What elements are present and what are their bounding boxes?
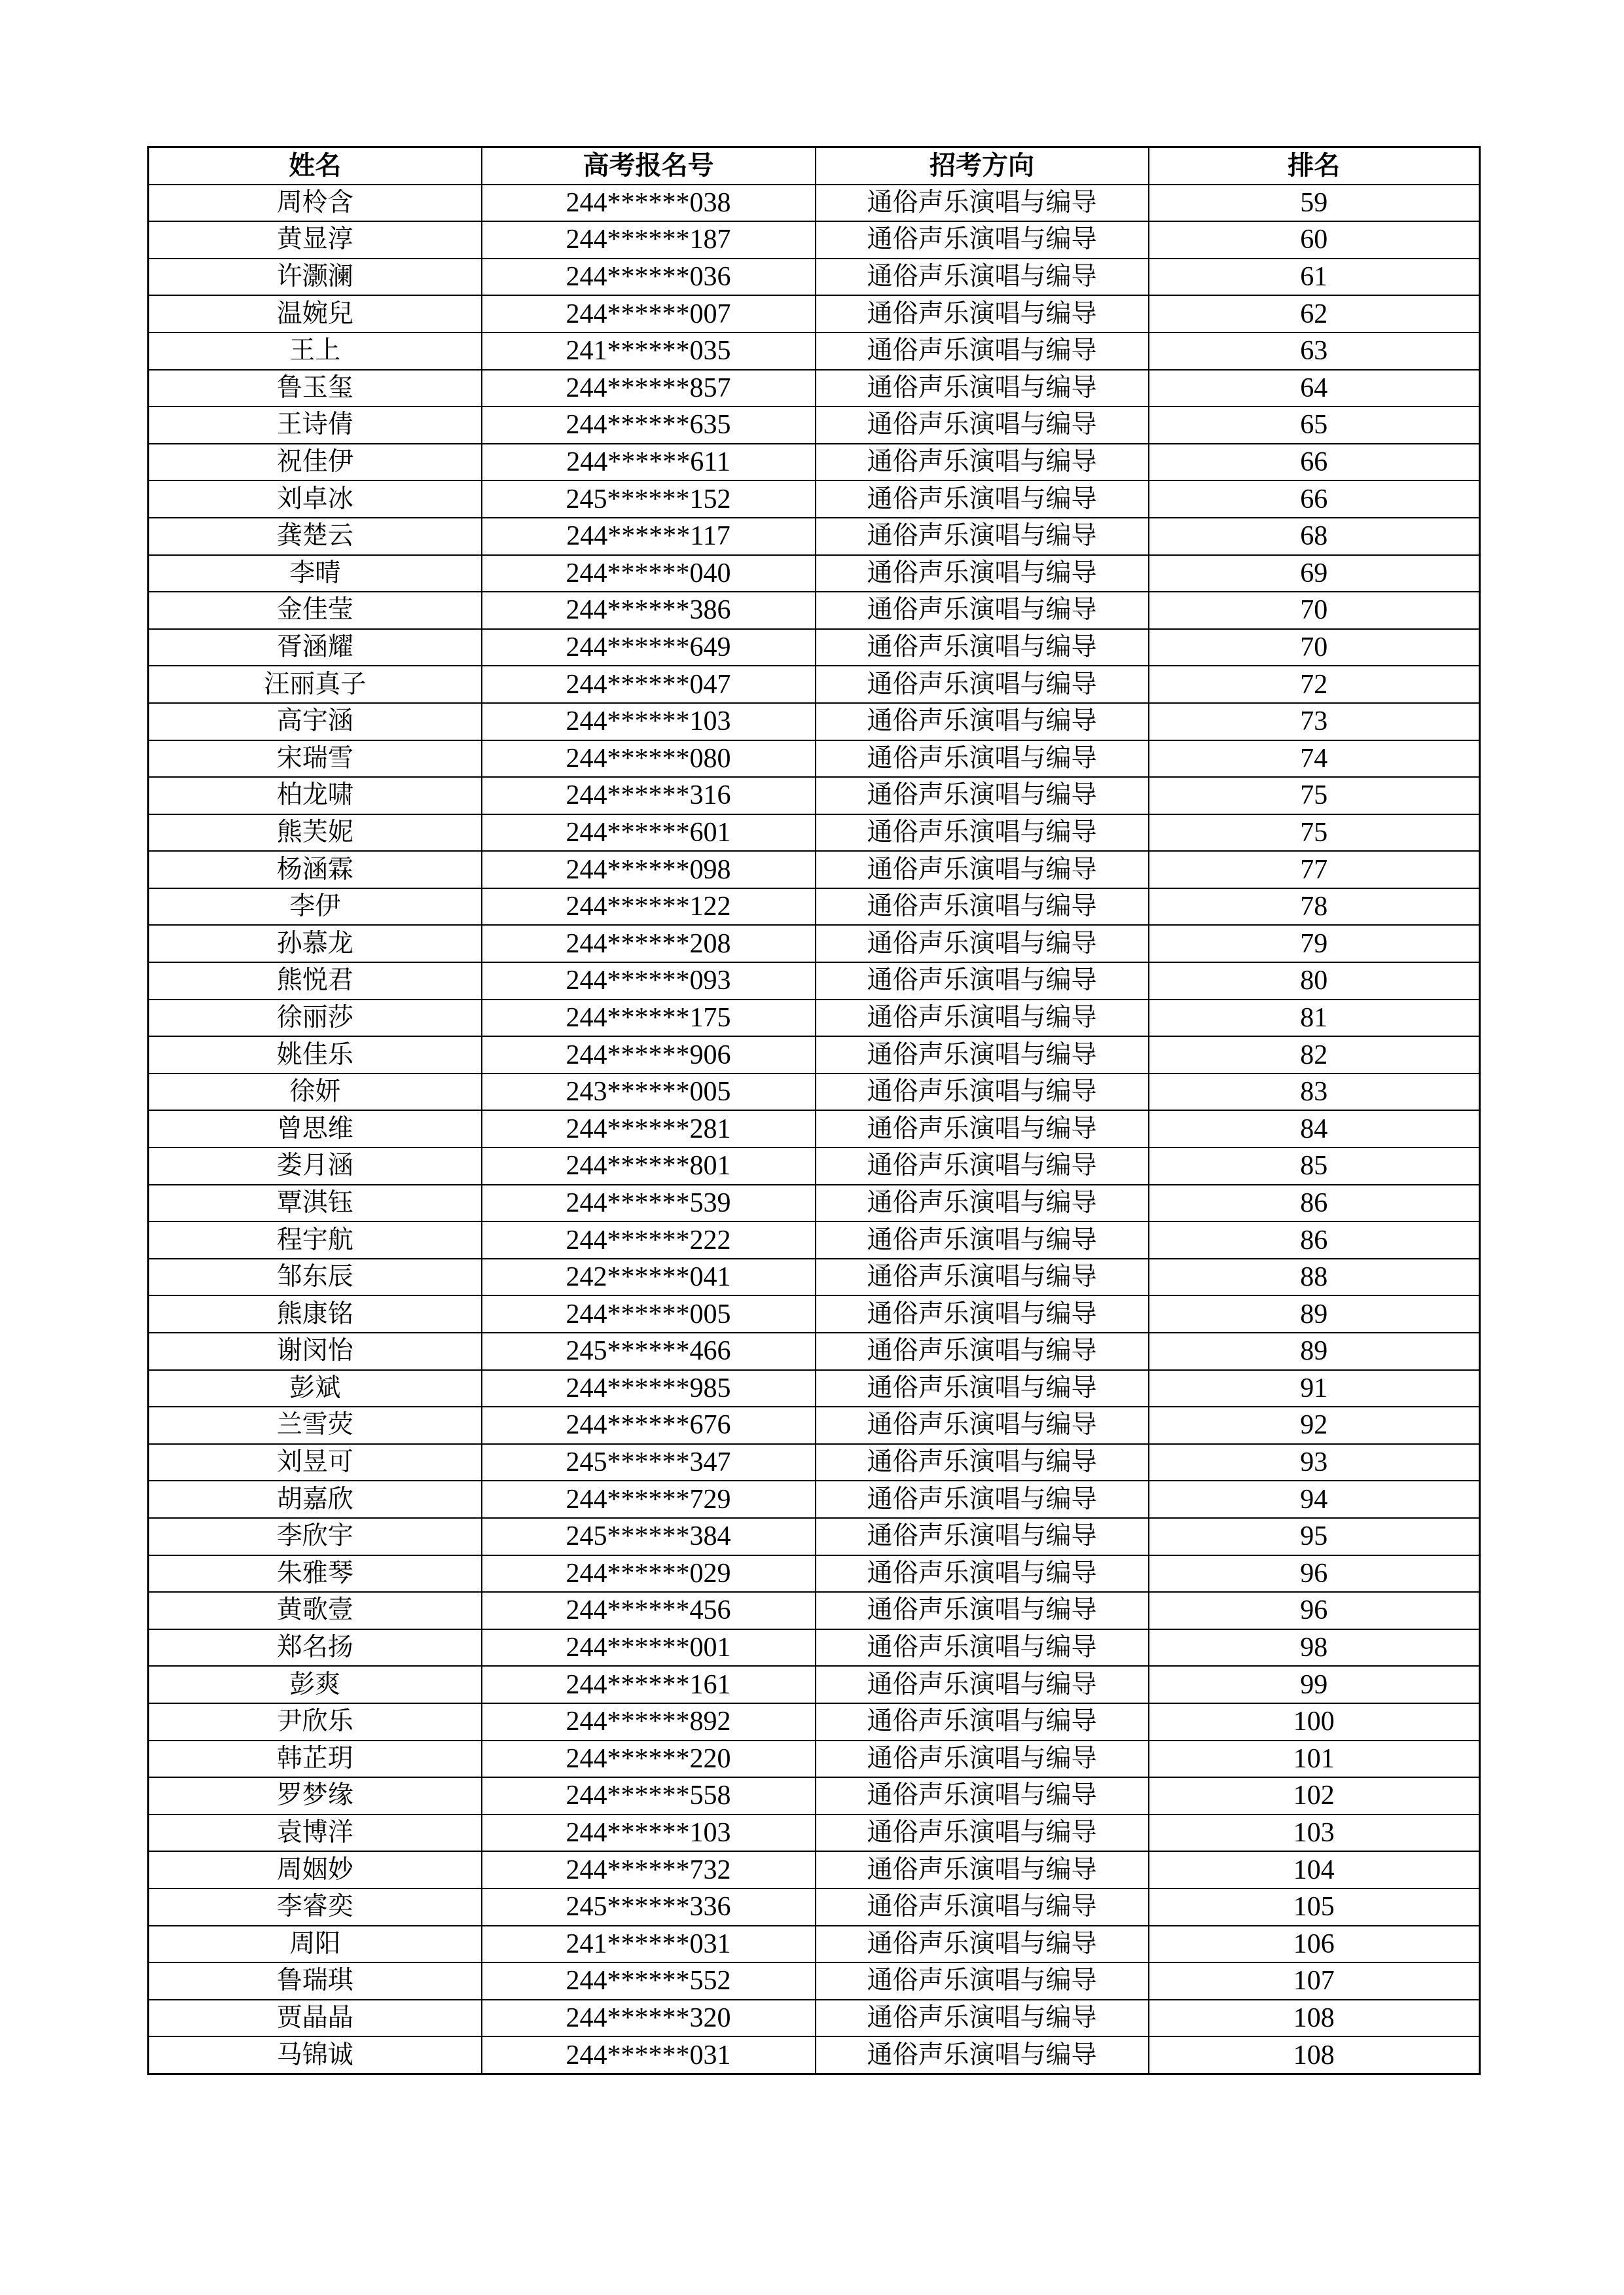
- cell-name: 袁博洋: [149, 1815, 482, 1852]
- cell-exam-id: 244******031: [482, 2036, 816, 2074]
- cell-direction: 通俗声乐演唱与编导: [816, 333, 1149, 370]
- table-row: [149, 1629, 1480, 1667]
- cell-exam-id: 244******801: [482, 1148, 816, 1185]
- cell-name: 周柃含: [149, 185, 482, 222]
- cell-direction: 通俗声乐演唱与编导: [816, 2000, 1149, 2037]
- cell-exam-id: 244******729: [482, 1481, 816, 1518]
- cell-direction: 通俗声乐演唱与编导: [816, 1629, 1149, 1667]
- cell-rank: 77: [1149, 851, 1480, 888]
- table-body: [149, 185, 1480, 2074]
- cell-exam-id: 244******635: [482, 407, 816, 444]
- cell-exam-id: 244******001: [482, 1629, 816, 1667]
- cell-direction: 通俗声乐演唱与编导: [816, 295, 1149, 333]
- cell-name: 熊悦君: [149, 962, 482, 1000]
- cell-rank: 73: [1149, 703, 1480, 740]
- table-row: [149, 1741, 1480, 1778]
- cell-name: 周阳: [149, 1926, 482, 1963]
- cell-direction: 通俗声乐演唱与编导: [816, 185, 1149, 222]
- table-row: [149, 740, 1480, 778]
- cell-exam-id: 241******031: [482, 1926, 816, 1963]
- table-row: [149, 1444, 1480, 1481]
- cell-direction: 通俗声乐演唱与编导: [816, 1036, 1149, 1074]
- cell-name: 汪丽真子: [149, 666, 482, 703]
- cell-rank: 65: [1149, 407, 1480, 444]
- cell-direction: 通俗声乐演唱与编导: [816, 1741, 1149, 1778]
- cell-exam-id: 244******539: [482, 1185, 816, 1222]
- cell-name: 龚楚云: [149, 518, 482, 555]
- table-row: [149, 666, 1480, 703]
- cell-name: 李睿奕: [149, 1888, 482, 1926]
- cell-name: 杨涵霖: [149, 851, 482, 888]
- cell-direction: 通俗声乐演唱与编导: [816, 777, 1149, 814]
- cell-name: 祝佳伊: [149, 444, 482, 481]
- table-row: [149, 1185, 1480, 1222]
- cell-direction: 通俗声乐演唱与编导: [816, 1370, 1149, 1407]
- cell-rank: 92: [1149, 1407, 1480, 1444]
- header-name: 姓名: [149, 147, 482, 185]
- cell-direction: 通俗声乐演唱与编导: [816, 1555, 1149, 1593]
- cell-rank: 100: [1149, 1703, 1480, 1741]
- cell-direction: 通俗声乐演唱与编导: [816, 1333, 1149, 1370]
- table-row: [149, 1888, 1480, 1926]
- cell-exam-id: 244******601: [482, 814, 816, 852]
- cell-exam-id: 245******336: [482, 1888, 816, 1926]
- cell-exam-id: 244******316: [482, 777, 816, 814]
- table-row: [149, 1851, 1480, 1888]
- table-row: [149, 1221, 1480, 1259]
- cell-exam-id: 244******029: [482, 1555, 816, 1593]
- cell-name: 覃淇钰: [149, 1185, 482, 1222]
- cell-direction: 通俗声乐演唱与编导: [816, 1110, 1149, 1148]
- cell-direction: 通俗声乐演唱与编导: [816, 259, 1149, 296]
- cell-rank: 81: [1149, 1000, 1480, 1037]
- cell-exam-id: 245******384: [482, 1518, 816, 1555]
- cell-name: 韩芷玥: [149, 1741, 482, 1778]
- cell-rank: 104: [1149, 1851, 1480, 1888]
- cell-direction: 通俗声乐演唱与编导: [816, 925, 1149, 962]
- table-row: [149, 185, 1480, 222]
- cell-rank: 94: [1149, 1481, 1480, 1518]
- table-row: [149, 1777, 1480, 1815]
- cell-name: 孙慕龙: [149, 925, 482, 962]
- cell-exam-id: 244******175: [482, 1000, 816, 1037]
- cell-rank: 96: [1149, 1592, 1480, 1629]
- cell-direction: 通俗声乐演唱与编导: [816, 703, 1149, 740]
- table-row: [149, 480, 1480, 518]
- cell-rank: 79: [1149, 925, 1480, 962]
- cell-name: 程宇航: [149, 1221, 482, 1259]
- cell-name: 曾思维: [149, 1110, 482, 1148]
- cell-exam-id: 244******038: [482, 185, 816, 222]
- cell-name: 彭斌: [149, 1370, 482, 1407]
- table-row: [149, 1481, 1480, 1518]
- cell-direction: 通俗声乐演唱与编导: [816, 1592, 1149, 1629]
- cell-name: 熊芙妮: [149, 814, 482, 852]
- cell-exam-id: 243******005: [482, 1074, 816, 1111]
- cell-rank: 80: [1149, 962, 1480, 1000]
- cell-name: 鲁玉玺: [149, 370, 482, 407]
- cell-exam-id: 244******456: [482, 1592, 816, 1629]
- cell-name: 姚佳乐: [149, 1036, 482, 1074]
- table-row: [149, 1148, 1480, 1185]
- cell-name: 尹欣乐: [149, 1703, 482, 1741]
- table-row: [149, 851, 1480, 888]
- cell-rank: 86: [1149, 1221, 1480, 1259]
- cell-direction: 通俗声乐演唱与编导: [816, 1815, 1149, 1852]
- cell-name: 彭爽: [149, 1666, 482, 1703]
- cell-rank: 75: [1149, 814, 1480, 852]
- table-row: [149, 1703, 1480, 1741]
- table-row: [149, 1666, 1480, 1703]
- cell-rank: 84: [1149, 1110, 1480, 1148]
- cell-rank: 69: [1149, 555, 1480, 592]
- cell-direction: 通俗声乐演唱与编导: [816, 1295, 1149, 1333]
- cell-rank: 68: [1149, 518, 1480, 555]
- cell-direction: 通俗声乐演唱与编导: [816, 814, 1149, 852]
- cell-exam-id: 244******320: [482, 2000, 816, 2037]
- cell-direction: 通俗声乐演唱与编导: [816, 480, 1149, 518]
- table-row: [149, 814, 1480, 852]
- table-row: [149, 333, 1480, 370]
- cell-exam-id: 244******161: [482, 1666, 816, 1703]
- cell-direction: 通俗声乐演唱与编导: [816, 1888, 1149, 1926]
- table-row: [149, 1926, 1480, 1963]
- table-row: [149, 1815, 1480, 1852]
- cell-exam-id: 244******222: [482, 1221, 816, 1259]
- cell-rank: 95: [1149, 1518, 1480, 1555]
- cell-rank: 93: [1149, 1444, 1480, 1481]
- cell-exam-id: 244******040: [482, 555, 816, 592]
- cell-rank: 78: [1149, 888, 1480, 926]
- cell-name: 王上: [149, 333, 482, 370]
- cell-rank: 98: [1149, 1629, 1480, 1667]
- cell-exam-id: 244******985: [482, 1370, 816, 1407]
- cell-name: 李伊: [149, 888, 482, 926]
- cell-direction: 通俗声乐演唱与编导: [816, 851, 1149, 888]
- table-row: [149, 888, 1480, 926]
- cell-exam-id: 244******122: [482, 888, 816, 926]
- cell-direction: 通俗声乐演唱与编导: [816, 1185, 1149, 1222]
- header-exam-id: 高考报名号: [482, 147, 816, 185]
- cell-direction: 通俗声乐演唱与编导: [816, 666, 1149, 703]
- table-header: [149, 147, 1480, 185]
- cell-rank: 85: [1149, 1148, 1480, 1185]
- cell-exam-id: 244******005: [482, 1295, 816, 1333]
- cell-exam-id: 244******676: [482, 1407, 816, 1444]
- table-row: [149, 259, 1480, 296]
- table-row: [149, 703, 1480, 740]
- table-row: [149, 1295, 1480, 1333]
- table-row: [149, 962, 1480, 1000]
- cell-exam-id: 244******036: [482, 259, 816, 296]
- cell-rank: 89: [1149, 1333, 1480, 1370]
- cell-direction: 通俗声乐演唱与编导: [816, 1851, 1149, 1888]
- table-row: [149, 2036, 1480, 2074]
- cell-direction: 通俗声乐演唱与编导: [816, 1148, 1149, 1185]
- table-row: [149, 592, 1480, 629]
- cell-direction: 通俗声乐演唱与编导: [816, 444, 1149, 481]
- cell-direction: 通俗声乐演唱与编导: [816, 1074, 1149, 1111]
- cell-exam-id: 244******187: [482, 221, 816, 259]
- cell-name: 娄月涵: [149, 1148, 482, 1185]
- cell-exam-id: 245******466: [482, 1333, 816, 1370]
- cell-exam-id: 245******347: [482, 1444, 816, 1481]
- cell-exam-id: 244******093: [482, 962, 816, 1000]
- cell-rank: 66: [1149, 444, 1480, 481]
- cell-name: 马锦诚: [149, 2036, 482, 2074]
- cell-direction: 通俗声乐演唱与编导: [816, 629, 1149, 666]
- cell-rank: 66: [1149, 480, 1480, 518]
- cell-rank: 60: [1149, 221, 1480, 259]
- cell-direction: 通俗声乐演唱与编导: [816, 1259, 1149, 1296]
- table-row: [149, 1592, 1480, 1629]
- cell-rank: 75: [1149, 777, 1480, 814]
- cell-rank: 62: [1149, 295, 1480, 333]
- cell-direction: 通俗声乐演唱与编导: [816, 888, 1149, 926]
- cell-direction: 通俗声乐演唱与编导: [816, 1221, 1149, 1259]
- cell-rank: 108: [1149, 2036, 1480, 2074]
- table-row: [149, 629, 1480, 666]
- cell-exam-id: 244******892: [482, 1703, 816, 1741]
- table-row: [149, 2000, 1480, 2037]
- cell-name: 周姻妙: [149, 1851, 482, 1888]
- cell-name: 熊康铭: [149, 1295, 482, 1333]
- cell-rank: 108: [1149, 2000, 1480, 2037]
- cell-name: 邹东辰: [149, 1259, 482, 1296]
- cell-rank: 70: [1149, 629, 1480, 666]
- header-row: [149, 147, 1480, 185]
- cell-exam-id: 244******611: [482, 444, 816, 481]
- cell-rank: 63: [1149, 333, 1480, 370]
- cell-rank: 88: [1149, 1259, 1480, 1296]
- cell-exam-id: 244******552: [482, 1962, 816, 2000]
- cell-direction: 通俗声乐演唱与编导: [816, 407, 1149, 444]
- cell-name: 兰雪荧: [149, 1407, 482, 1444]
- cell-exam-id: 244******103: [482, 703, 816, 740]
- cell-name: 黄显淳: [149, 221, 482, 259]
- cell-exam-id: 241******035: [482, 333, 816, 370]
- cell-exam-id: 244******047: [482, 666, 816, 703]
- cell-name: 宋瑞雪: [149, 740, 482, 778]
- cell-direction: 通俗声乐演唱与编导: [816, 592, 1149, 629]
- table-row: [149, 1370, 1480, 1407]
- cell-name: 刘卓冰: [149, 480, 482, 518]
- cell-name: 谢闵怡: [149, 1333, 482, 1370]
- cell-rank: 64: [1149, 370, 1480, 407]
- cell-exam-id: 244******220: [482, 1741, 816, 1778]
- table-row: [149, 555, 1480, 592]
- cell-rank: 105: [1149, 1888, 1480, 1926]
- cell-exam-id: 244******386: [482, 592, 816, 629]
- table-row: [149, 221, 1480, 259]
- cell-exam-id: 244******098: [482, 851, 816, 888]
- cell-name: 郑名扬: [149, 1629, 482, 1667]
- cell-rank: 106: [1149, 1926, 1480, 1963]
- cell-name: 徐妍: [149, 1074, 482, 1111]
- cell-name: 许灏澜: [149, 259, 482, 296]
- table-row: [149, 1333, 1480, 1370]
- cell-name: 黄歌壹: [149, 1592, 482, 1629]
- cell-name: 贾晶晶: [149, 2000, 482, 2037]
- table-row: [149, 295, 1480, 333]
- cell-direction: 通俗声乐演唱与编导: [816, 2036, 1149, 2074]
- cell-exam-id: 244******117: [482, 518, 816, 555]
- table-row: [149, 1259, 1480, 1296]
- cell-exam-id: 242******041: [482, 1259, 816, 1296]
- table-row: [149, 518, 1480, 555]
- cell-rank: 96: [1149, 1555, 1480, 1593]
- cell-name: 李晴: [149, 555, 482, 592]
- cell-exam-id: 244******281: [482, 1110, 816, 1148]
- cell-direction: 通俗声乐演唱与编导: [816, 1703, 1149, 1741]
- cell-name: 罗梦缘: [149, 1777, 482, 1815]
- table-row: [149, 1518, 1480, 1555]
- cell-name: 高宇涵: [149, 703, 482, 740]
- cell-exam-id: 244******732: [482, 1851, 816, 1888]
- cell-direction: 通俗声乐演唱与编导: [816, 1481, 1149, 1518]
- cell-name: 金佳莹: [149, 592, 482, 629]
- cell-direction: 通俗声乐演唱与编导: [816, 1666, 1149, 1703]
- cell-name: 胥涵耀: [149, 629, 482, 666]
- cell-exam-id: 244******906: [482, 1036, 816, 1074]
- cell-direction: 通俗声乐演唱与编导: [816, 1407, 1149, 1444]
- cell-exam-id: 244******208: [482, 925, 816, 962]
- table-row: [149, 1036, 1480, 1074]
- header-rank: 排名: [1149, 147, 1480, 185]
- cell-exam-id: 244******857: [482, 370, 816, 407]
- cell-exam-id: 244******558: [482, 1777, 816, 1815]
- cell-name: 温婉兒: [149, 295, 482, 333]
- cell-direction: 通俗声乐演唱与编导: [816, 1926, 1149, 1963]
- cell-exam-id: 244******649: [482, 629, 816, 666]
- cell-rank: 107: [1149, 1962, 1480, 2000]
- cell-name: 鲁瑞琪: [149, 1962, 482, 2000]
- cell-rank: 101: [1149, 1741, 1480, 1778]
- cell-rank: 89: [1149, 1295, 1480, 1333]
- cell-name: 胡嘉欣: [149, 1481, 482, 1518]
- header-direction: 招考方向: [816, 147, 1149, 185]
- cell-rank: 99: [1149, 1666, 1480, 1703]
- cell-rank: 102: [1149, 1777, 1480, 1815]
- cell-name: 朱雅琴: [149, 1555, 482, 1593]
- cell-name: 柏龙啸: [149, 777, 482, 814]
- cell-exam-id: 244******007: [482, 295, 816, 333]
- cell-name: 王诗倩: [149, 407, 482, 444]
- table-row: [149, 1555, 1480, 1593]
- table-row: [149, 925, 1480, 962]
- cell-rank: 74: [1149, 740, 1480, 778]
- table-row: [149, 1074, 1480, 1111]
- cell-direction: 通俗声乐演唱与编导: [816, 740, 1149, 778]
- table-row: [149, 1110, 1480, 1148]
- cell-rank: 82: [1149, 1036, 1480, 1074]
- cell-rank: 86: [1149, 1185, 1480, 1222]
- cell-rank: 91: [1149, 1370, 1480, 1407]
- cell-name: 徐丽莎: [149, 1000, 482, 1037]
- cell-exam-id: 244******080: [482, 740, 816, 778]
- cell-exam-id: 244******103: [482, 1815, 816, 1852]
- cell-rank: 61: [1149, 259, 1480, 296]
- cell-direction: 通俗声乐演唱与编导: [816, 1518, 1149, 1555]
- cell-rank: 72: [1149, 666, 1480, 703]
- cell-direction: 通俗声乐演唱与编导: [816, 555, 1149, 592]
- cell-rank: 70: [1149, 592, 1480, 629]
- cell-rank: 83: [1149, 1074, 1480, 1111]
- table-row: [149, 370, 1480, 407]
- cell-rank: 59: [1149, 185, 1480, 222]
- cell-direction: 通俗声乐演唱与编导: [816, 518, 1149, 555]
- table-row: [149, 777, 1480, 814]
- ranking-table: [147, 146, 1481, 2075]
- cell-direction: 通俗声乐演唱与编导: [816, 370, 1149, 407]
- cell-direction: 通俗声乐演唱与编导: [816, 1444, 1149, 1481]
- cell-direction: 通俗声乐演唱与编导: [816, 221, 1149, 259]
- cell-name: 李欣宇: [149, 1518, 482, 1555]
- table-row: [149, 407, 1480, 444]
- cell-direction: 通俗声乐演唱与编导: [816, 1777, 1149, 1815]
- cell-rank: 103: [1149, 1815, 1480, 1852]
- cell-exam-id: 245******152: [482, 480, 816, 518]
- cell-direction: 通俗声乐演唱与编导: [816, 962, 1149, 1000]
- cell-direction: 通俗声乐演唱与编导: [816, 1000, 1149, 1037]
- table-row: [149, 1407, 1480, 1444]
- table-row: [149, 444, 1480, 481]
- cell-direction: 通俗声乐演唱与编导: [816, 1962, 1149, 2000]
- cell-name: 刘昱可: [149, 1444, 482, 1481]
- table-row: [149, 1962, 1480, 2000]
- table-row: [149, 1000, 1480, 1037]
